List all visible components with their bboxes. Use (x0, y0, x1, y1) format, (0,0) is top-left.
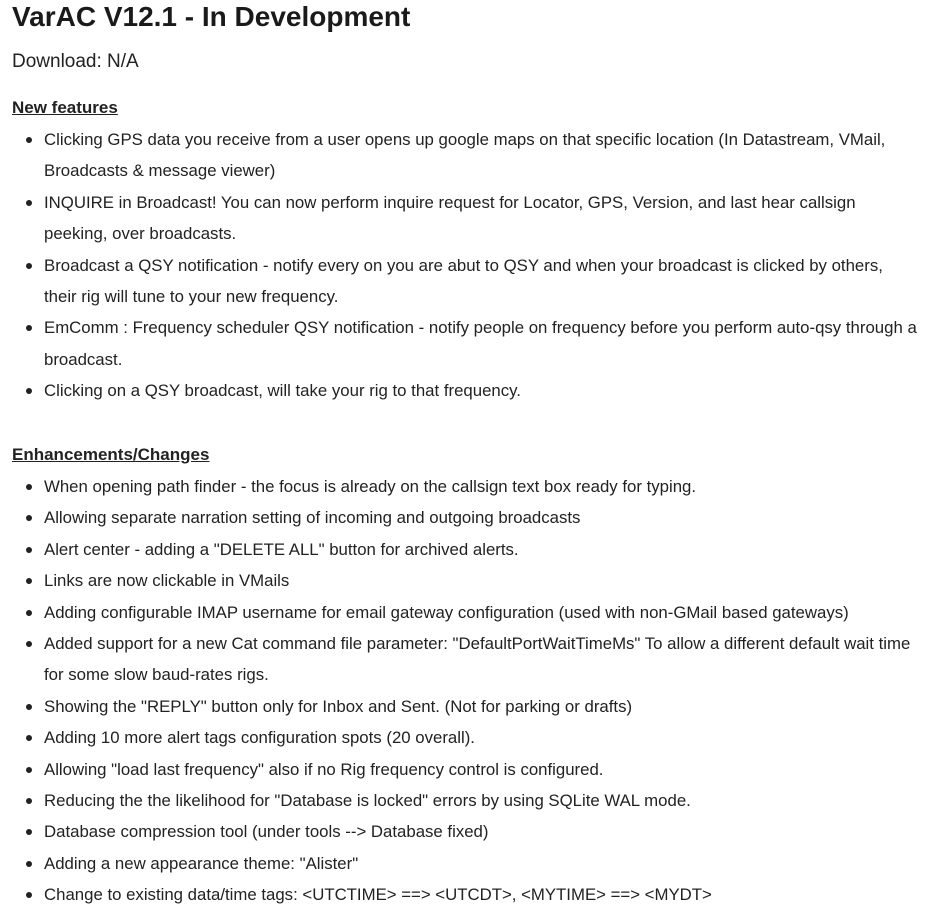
list-item: Allowing separate narration setting of incoming and outgoing broadcasts (44, 502, 920, 533)
list-item: Clicking on a QSY broadcast, will take your rig to that frequency. (44, 375, 920, 406)
list-item: Alert center - adding a "DELETE ALL" button for archived alerts. (44, 534, 920, 565)
page-title: VarAC V12.1 - In Development (12, 1, 411, 32)
list-item: Links are now clickable in VMails (44, 565, 920, 596)
list-item: Allowing "load last frequency" also if no Rig frequency control is configured. (44, 754, 920, 785)
list-item: Change to existing data/time tags: <UTCTIME> ==> <UTCDT>, <MYTIME> ==> <MYDT> (44, 879, 920, 910)
enhancements-heading: Enhancements/Changes (12, 445, 210, 464)
list-item: Reducing the the likelihood for "Database is locked" errors by using SQLite WAL mode. (44, 785, 920, 816)
list-item: Adding configurable IMAP username for email gateway configuration (used with non-GMail based gateways) (44, 597, 920, 628)
list-item: Adding 10 more alert tags configuration spots (20 overall). (44, 722, 920, 753)
download-text: Download: N/A (12, 51, 139, 72)
list-item: Broadcast a QSY notification - notify every on you are abut to QSY and when your broadcast is clicked by others, their rig will tune to your new frequency. (44, 250, 920, 313)
list-item: When opening path finder - the focus is already on the callsign text box ready for typing. (44, 471, 920, 502)
list-item: INQUIRE in Broadcast! You can now perform inquire request for Locator, GPS, Version, and last hear callsign peeking, over broadcasts. (44, 187, 920, 250)
list-item: Database compression tool (under tools --> Database fixed) (44, 816, 920, 847)
list-item: Adding a new appearance theme: "Alister" (44, 848, 920, 879)
new-features-list (0, 124, 920, 407)
enhancements-list (0, 471, 920, 911)
list-item: EmComm : Frequency scheduler QSY notification - notify people on frequency before you perform auto-qsy through a broadcast. (44, 312, 920, 375)
new-features-heading: New features (12, 98, 118, 117)
list-item: Clicking GPS data you receive from a user opens up google maps on that specific location (In Datastream, VMail, Broadcasts & message viewer) (44, 124, 920, 187)
list-item: Showing the "REPLY" button only for Inbox and Sent. (Not for parking or drafts) (44, 691, 920, 722)
list-item: Added support for a new Cat command file parameter: "DefaultPortWaitTimeMs" To allow a different default wait time for some slow baud-rates rigs. (44, 628, 920, 691)
